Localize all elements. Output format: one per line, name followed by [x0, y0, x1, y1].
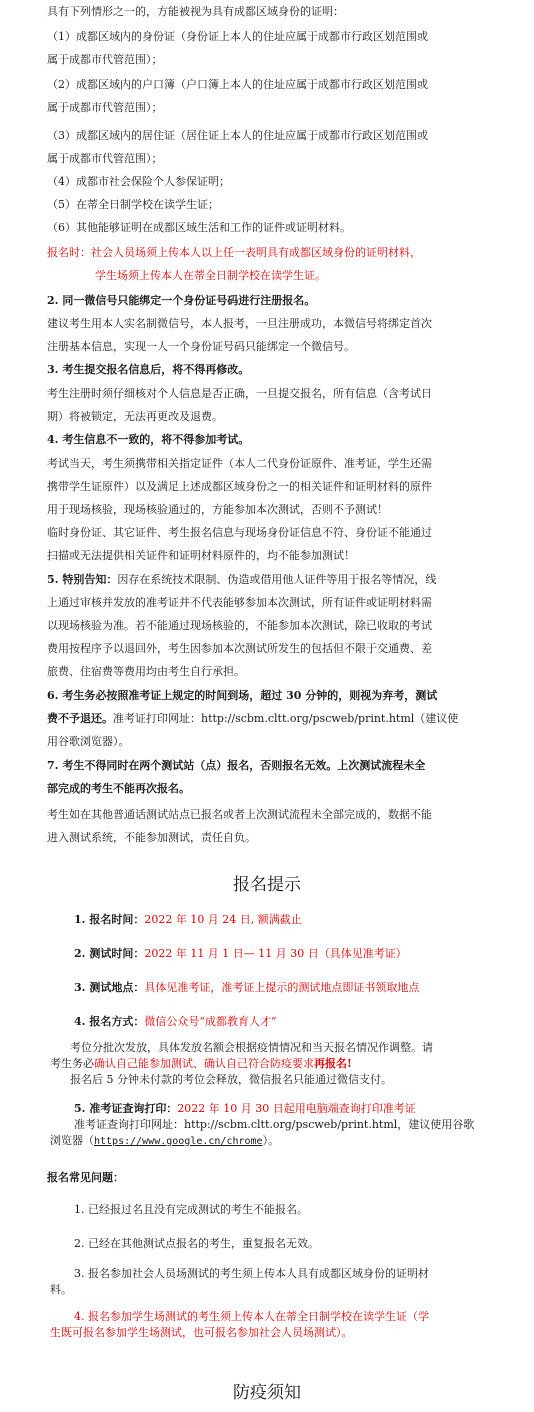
item-2-line-a: （2）成都区域内的户口簿（户口簿上本人的住址应属于成都市行政区划范围或 — [47, 78, 428, 91]
faq-item-1: 1. 已经报过名且没有完成测试的考生不能报名。 — [74, 1203, 308, 1216]
section-2-line-b: 注册基本信息，实现一人一个身份证号码只能绑定一个微信号。 — [47, 340, 355, 353]
tip-5-value: 2022 年 10 月 30 日起用电脑端查询打印准考证 — [177, 1102, 416, 1115]
tip-3-label: 3. 测试地点： — [74, 981, 145, 994]
tip-1-value: 2022 年 10 月 24 日, 额满截止 — [144, 913, 302, 926]
item-4-line: （4）成都市社会保险个人参保证明； — [47, 175, 230, 188]
tip-3 — [74, 976, 514, 999]
registration-tips-heading: 报名提示 — [233, 875, 301, 895]
faq-item-3-line-b: 料。 — [50, 1283, 72, 1296]
section-4-line-e: 扫描或无法提供相关证件和证明材料原件的，均不能参加测试！ — [47, 549, 355, 562]
section-4-line-d: 临时身份证、其它证件、考生报名信息与现场身份证信息不符、身份证不能通过 — [47, 526, 432, 539]
faq-item-4-line-b: 生既可报名参加学生场测试，也可报名参加社会人员场测试）。 — [50, 1326, 353, 1339]
tip-2 — [74, 942, 514, 965]
tip-3-value: 具体见准考证，准考证上提示的测试地点即证书领取地点 — [144, 981, 420, 994]
section-4-line-a: 考试当天，考生须携带相关指定证件（本人二代身份证原件、准考证，学生还需 — [47, 457, 432, 470]
section-7-line-d: 进入测试系统，不能参加测试，责任自负。 — [47, 831, 256, 844]
tip-4 — [74, 1010, 514, 1033]
section-6-line-b — [47, 707, 487, 730]
tip-5-label: 5. 准考证查询打印： — [74, 1102, 178, 1115]
section-3-title: 3. 考生提交报名信息后，将不得再修改。 — [47, 363, 250, 376]
quota-note-warning: 确认自己能参加测试、确认自己符合防疫要求 — [94, 1057, 314, 1070]
tip-4-value: 微信公众号“成都教育人才” — [144, 1015, 277, 1028]
item-5-line: （5）在蒂全日制学校在读学生证； — [47, 198, 219, 211]
quota-note-line-b — [50, 1056, 520, 1072]
section-5-line-e: 旅费、住宿费等费用均由考生自行承担。 — [47, 665, 245, 678]
tip-1-label: 1. 报名时间： — [74, 913, 145, 926]
tip-5-line-c — [50, 1133, 520, 1150]
item-6-line: （6）其他能够证明在成都区域生活和工作的证件或证明材料。 — [47, 221, 351, 234]
signup-note-line-a: 报名时：社会人员场须上传本人以上任一表明具有成都区域身份的证明材料， — [47, 246, 421, 259]
section-4-title: 4. 考生信息不一致的，将不得参加考试。 — [47, 433, 250, 446]
tip-5-browser-suffix: ）。 — [262, 1134, 280, 1147]
section-7-line-a: 7. 考生不得同时在两个测试站（点）报名，否则报名无效。上次测试流程未全 — [47, 759, 426, 772]
section-6-line-c: 用谷歌浏览器）。 — [47, 735, 130, 748]
section-6-line-a: 6. 考生务必按照准考证上规定的时间到场，超过 30 分钟的，则视为弃考，测试 — [47, 689, 438, 702]
section-5-text-a: 因存在系统技术限制、伪造或借用他人证件等用于报名等情况，线 — [117, 573, 437, 586]
section-4-line-b: 携带学生证原件）以及满足上述成都区域身份之一的相关证件和证明材料的原件 — [47, 480, 432, 493]
section-7-line-c: 考生如在其他普通话测试站点已报名或者上次测试流程未全部完成的，数据不能 — [47, 808, 432, 821]
tip-5 — [74, 1101, 514, 1117]
section-3-line-b: 期）将被锁定，无法再更改及退费。 — [47, 410, 223, 423]
quota-note-emphasis: 再报名! — [314, 1057, 352, 1070]
section-5-lead: 5. 特别告知： — [47, 573, 118, 586]
section-2-line-a: 建议考生用本人实名制微信号，本人报考，一旦注册成功，本微信号将绑定首次 — [47, 317, 432, 330]
item-2-line-b: 属于成都市代管范围）； — [47, 101, 163, 114]
section-4-line-c: 用于现场核验，现场核验通过的，方能参加本次测试，否则不予测试！ — [47, 503, 388, 516]
section-6-refund: 费不予退还。 — [47, 712, 113, 725]
section-5-line-d: 费用按程序予以退回外，考生因参加本次测试所发生的包括但不限于交通费、差 — [47, 642, 432, 655]
faq-item-2: 2. 已经在其他测试点报名的考生，重复报名无效。 — [74, 1237, 319, 1250]
tip-4-label: 4. 报名方式： — [74, 1015, 145, 1028]
tip-1 — [74, 908, 514, 931]
item-3-line-a: （3）成都区域内的居住证（居住证上本人的住址应属于成都市行政区划范围或 — [47, 129, 428, 142]
tip-2-value: 2022 年 11 月 1 日— 11 月 30 日（具体见准考证） — [144, 947, 407, 960]
section-6-print-url: 准考证打印网址：http://scbm.cltt.org/pscweb/print.html（建议使 — [113, 712, 459, 725]
faq-item-3-line-a: 3. 报名参加社会人员场测试的考生须上传本人具有成都区域身份的证明材 — [74, 1267, 429, 1280]
tip-2-label: 2. 测试时间： — [74, 947, 145, 960]
item-1-line-a: （1）成都区域内的身份证（身份证上本人的住址应属于成都市行政区划范围或 — [47, 30, 428, 43]
quota-note-line-a: 考位分批次发放，具体发放名额会根据疫情情况和当天报名情况作调整。请 — [70, 1041, 433, 1054]
chrome-download-link[interactable]: https://www.google.cn/chrome — [94, 1136, 263, 1147]
faq-title: 报名常见问题： — [47, 1171, 124, 1184]
section-7-line-b: 部完成的考生不能再次报名。 — [47, 782, 190, 795]
intro-line: 具有下列情形之一的，方能被视为具有成都区域身份的证明： — [47, 5, 344, 18]
section-5-line-c: 以现场核验为准。若不能通过现场核验的，不能参加本次测试，除已收取的考试 — [47, 619, 432, 632]
item-1-line-b: 属于成都市代管范围）； — [47, 53, 163, 66]
section-3-line-a: 考生注册时须仔细核对个人信息是否正确，一旦提交报名，所有信息（含考试日 — [47, 387, 432, 400]
section-2-title: 2. 同一微信号只能绑定一个身份证号码进行注册报名。 — [47, 294, 316, 307]
item-3-line-b: 属于成都市代管范围）； — [47, 152, 163, 165]
section-5-line-a — [47, 568, 487, 591]
faq-item-4-line-a: 4. 报名参加学生场测试的考生须上传本人在蒂全日制学校在读学生证（学 — [74, 1310, 429, 1323]
epidemic-notice-heading: 防疫须知 — [233, 1383, 301, 1403]
tip-5-line-b: 准考证查询打印网址：http://scbm.cltt.org/pscweb/print.html，建议使用谷歌 — [74, 1118, 475, 1131]
quota-note-prefix: 考生务必 — [50, 1057, 94, 1070]
tip-5-browser-prefix: 浏览器（ — [50, 1134, 94, 1147]
signup-note-line-b: 学生场须上传本人在蒂全日制学校在读学生证。 — [95, 269, 326, 282]
section-5-line-b: 上通过审核并发放的准考证并不代表能够参加本次测试，所有证件或证明材料需 — [47, 596, 432, 609]
quota-note-line-c: 报名后 5 分钟未付款的考位会释放，微信报名只能通过微信支付。 — [70, 1073, 392, 1086]
